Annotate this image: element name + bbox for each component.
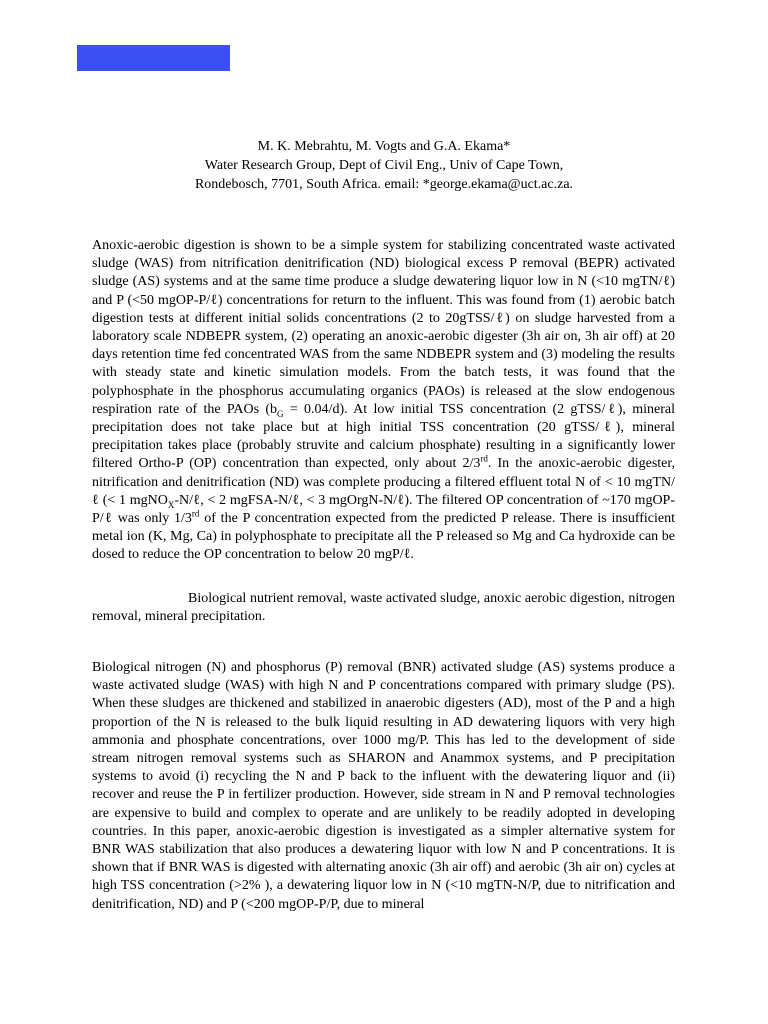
header-color-block <box>77 45 230 71</box>
abstract-superscript-rd-1: rd <box>480 453 488 464</box>
keywords-text: Biological nutrient removal, waste activated sludge, anoxic aerobic digestion, nitrogen removal, mineral precipitation. <box>92 591 675 625</box>
abstract-subscript-x: X <box>167 499 175 510</box>
author-address: Rondebosch, 7701, South Africa. email: *george.ekama@uct.ac.za. <box>194 177 574 192</box>
abstract-text-4: -N/ℓ, < 2 mgFSA-N/ℓ, < 3 mgOrgN-N/ℓ). The filtered OP concentration of ~170 mgOP-P/ℓ was only 1/3 <box>92 492 675 527</box>
abstract-text-3: . In the anoxic-aerobic digester, nitrification and denitrification (ND) was complete producing a filtered effluent total N of < 10 mgTN/ℓ (< 1 mgNO <box>92 456 675 508</box>
abstract-text-1: Anoxic-aerobic digestion is shown to be a simple system for stabilizing concentrated waste activated sludge (WAS) from nitrification denitrification (ND) biological excess P removal (BEPR) activated sludge (AS) systems and at the same time produce a sludge dewatering liquor low in N (<10 mgTN/ℓ) and P (<50 mgOP-P/ℓ) concentrations for return to the influent. This was found from (1) aerobic batch digestion tests at different initial solids concentrations (2 to 20gTSS/ℓ) on sludge harvested from a laboratory scale NDBEPR system, (2) operating an anoxic-aerobic digester (3h air on, 3h air off) at 20 days retention time fed concentrated WAS from the same NDBEPR system and (3) modeling the results with steady state and kinetic simulation models. From the batch tests, it was found that the polyphosphate in the phosphorus accumulating organics (PAOs) is released at the slow endogenous respiration rate of the PAOs (b <box>92 238 675 417</box>
abstract-subscript-g: G <box>277 408 284 419</box>
author-block <box>0 137 768 194</box>
keywords-paragraph <box>92 590 675 626</box>
author-names: M. K. Mebrahtu, M. Vogts and G.A. Ekama* <box>257 139 511 154</box>
abstract-paragraph <box>92 237 675 565</box>
abstract-superscript-rd-2: rd <box>191 508 200 519</box>
abstract-text-2: = 0.04/d). At low initial TSS concentration (2 gTSS/ℓ), mineral precipitation does not take place but at high initial TSS concentration (20 gTSS/ℓ), mineral precipitation takes place (probably struvite and calcium phosphate) resulting in a significantly lower filtered Ortho-P (OP) concentration than expected, only about 2/3 <box>92 401 676 472</box>
introduction-paragraph: Biological nitrogen (N) and phosphorus (P) removal (BNR) activated sludge (AS) systems produce a waste activated sludge (WAS) with high N and P concentrations compared with primary sludge (PS). When these sludges are thickened and stabilized in anaerobic digesters (AD), most of the P and a high proportion of the N is released to the bulk liquid resulting in AD dewatering liquors with very high ammonia and phosphate concentrations, over 1000 mg/P. This has led to the development of side stream nitrogen removal systems such as SHARON and Anammox systems, and P precipitation systems to avoid (i) recycling the N and P back to the influent with the dewatering liquor and (ii) recover and reuse the P in fertilizer production. However, side stream in N and P removal technologies are expensive to build and complex to operate and are unlikely to be readily adopted in developing countries. In this paper, anoxic-aerobic digestion is investigated as a simpler alternative system for BNR WAS stabilization that also produces a dewatering liquor with low N and P concentrations. It is shown that if BNR WAS is digested with alternating anoxic (3h air off) and aerobic (3h air on) cycles at high TSS concentration (>2% ), a dewatering liquor low in N (<10 mgTN-N/P, due to nitrification and denitrification, ND) and P (<200 mgOP-P/P, due to mineral <box>92 660 675 912</box>
author-affiliation: Water Research Group, Dept of Civil Eng., Univ of Cape Town, <box>204 158 564 173</box>
abstract-text-5: of the P concentration expected from the predicted P release. There is insufficient metal ion (K, Mg, Ca) in polyphosphate to precipitate all the P released so Mg and Ca hydroxide can be dosed to reduce the OP concentration to below 20 mgP/ℓ. <box>92 511 675 563</box>
